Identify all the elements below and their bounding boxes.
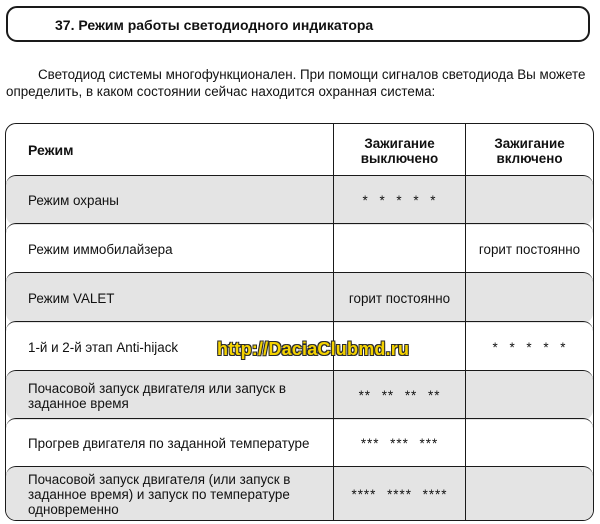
column-header-ignition-off: Зажигание выключено xyxy=(333,124,465,177)
row-ignition-on xyxy=(465,176,593,225)
table-row xyxy=(6,466,593,521)
table-row xyxy=(6,418,593,468)
row-mode: Почасовой запуск двигателя или запуск в заданное время xyxy=(28,380,286,411)
row-mode: Режим иммобилайзера xyxy=(28,241,173,257)
intro-paragraph: Светодиод системы многофункционален. При помощи сигналов светодиода Вы можете определить, в каком состоянии сейчас находится охранная система: xyxy=(6,67,586,99)
table-row xyxy=(6,175,593,225)
row-mode: Режим охраны xyxy=(28,193,119,208)
row-mode: Почасовой запуск двигателя (или запуск в заданное время) и запуск по температуре одновременно xyxy=(28,472,291,517)
row-ignition-on xyxy=(465,371,593,420)
row-mode: Прогрев двигателя по заданной температуре xyxy=(28,436,310,451)
row-mode: Режим VALET xyxy=(28,290,115,306)
row-ignition-off: горит постоянно xyxy=(333,273,465,323)
watermark-text: http://DaciaClubmd.ru xyxy=(217,339,410,359)
row-ignition-off xyxy=(333,224,465,274)
row-mode: 1-й и 2-й этап Anti-hijack xyxy=(28,339,179,355)
row-ignition-off: ** ** ** ** xyxy=(333,371,465,420)
row-ignition-on: * * * * * xyxy=(465,322,593,372)
row-ignition-on xyxy=(465,419,593,468)
row-ignition-on: горит постоянно xyxy=(465,224,593,274)
row-ignition-off: * * * * * xyxy=(333,176,465,225)
row-ignition-on xyxy=(465,273,593,323)
section-title: 37. Режим работы светодиодного индикатора xyxy=(55,17,374,33)
row-ignition-off: *** *** *** xyxy=(333,419,465,468)
column-header-mode: Режим xyxy=(28,142,74,158)
section-title-box xyxy=(6,6,590,42)
table-row xyxy=(6,370,593,420)
row-ignition-off: **** **** **** xyxy=(333,467,465,521)
table-row xyxy=(6,272,593,323)
led-modes-table xyxy=(5,123,594,521)
table-row xyxy=(6,223,593,274)
row-ignition-on xyxy=(465,467,593,521)
table-header-row xyxy=(6,124,593,177)
column-header-ignition-on: Зажигание включено xyxy=(465,124,593,177)
